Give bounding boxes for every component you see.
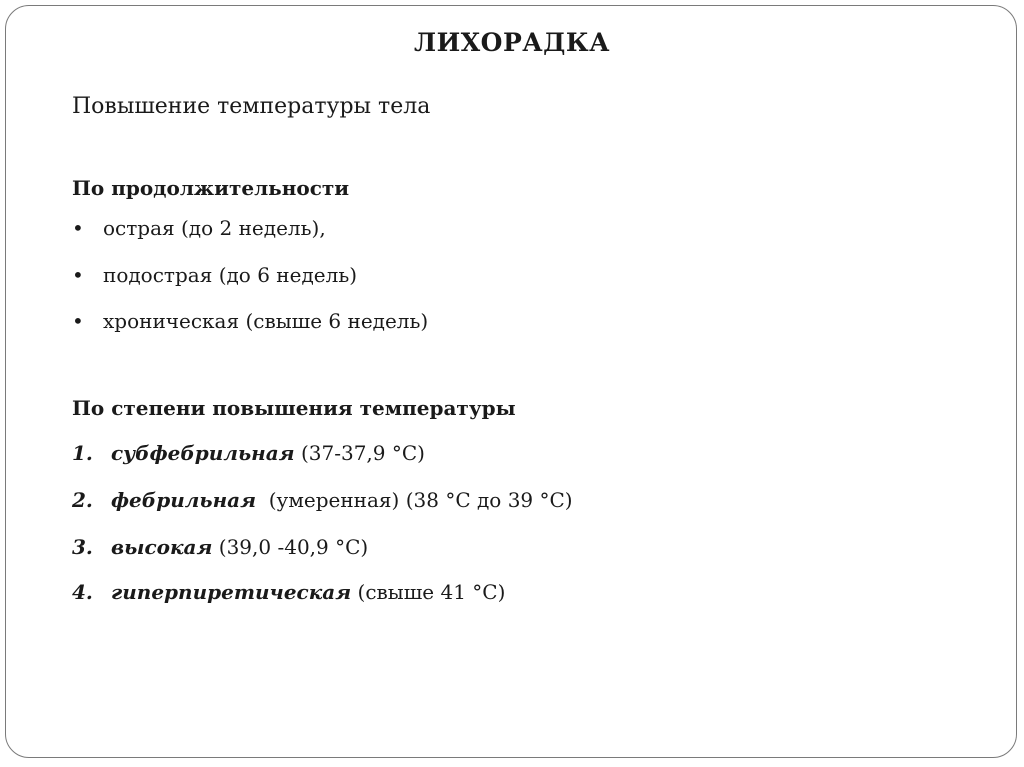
duration-heading: По продолжительности (72, 176, 350, 200)
item-number: 2. (72, 488, 93, 512)
item-term: гиперпиретическая (111, 580, 352, 604)
duration-item-acute (72, 216, 326, 240)
duration-item-label: подострая (до 6 недель) (103, 263, 358, 287)
duration-item-label: острая (до 2 недель), (103, 216, 326, 240)
item-detail: (умеренная) (38 °С до 39 °С) (256, 488, 573, 512)
degree-heading: По степени повышения температуры (72, 396, 516, 420)
duration-item-subacute (72, 263, 357, 287)
item-number: 4. (72, 580, 93, 604)
degree-item-subfebrile (72, 441, 425, 465)
item-number: 3. (72, 535, 93, 559)
item-term: фебрильная (111, 488, 257, 512)
item-term: высокая (111, 535, 213, 559)
duration-item-label: хроническая (свыше 6 недель) (103, 309, 429, 333)
degree-item-hyperpyretic (72, 580, 505, 604)
slide-subtitle: Повышение температуры тела (72, 94, 431, 119)
degree-item-febrile (72, 488, 573, 512)
duration-item-chronic (72, 309, 428, 333)
item-number: 1. (72, 441, 93, 465)
item-term: субфебрильная (111, 441, 295, 465)
slide-title: ЛИХОРАДКА (414, 28, 610, 57)
item-detail: (39,0 -40,9 °С) (212, 535, 369, 559)
degree-item-high (72, 535, 368, 559)
item-detail: (37-37,9 °С) (294, 441, 425, 465)
bullet-icon: • (72, 216, 84, 240)
bullet-icon: • (72, 309, 84, 333)
bullet-icon: • (72, 263, 84, 287)
item-detail: (свыше 41 °С) (351, 580, 506, 604)
